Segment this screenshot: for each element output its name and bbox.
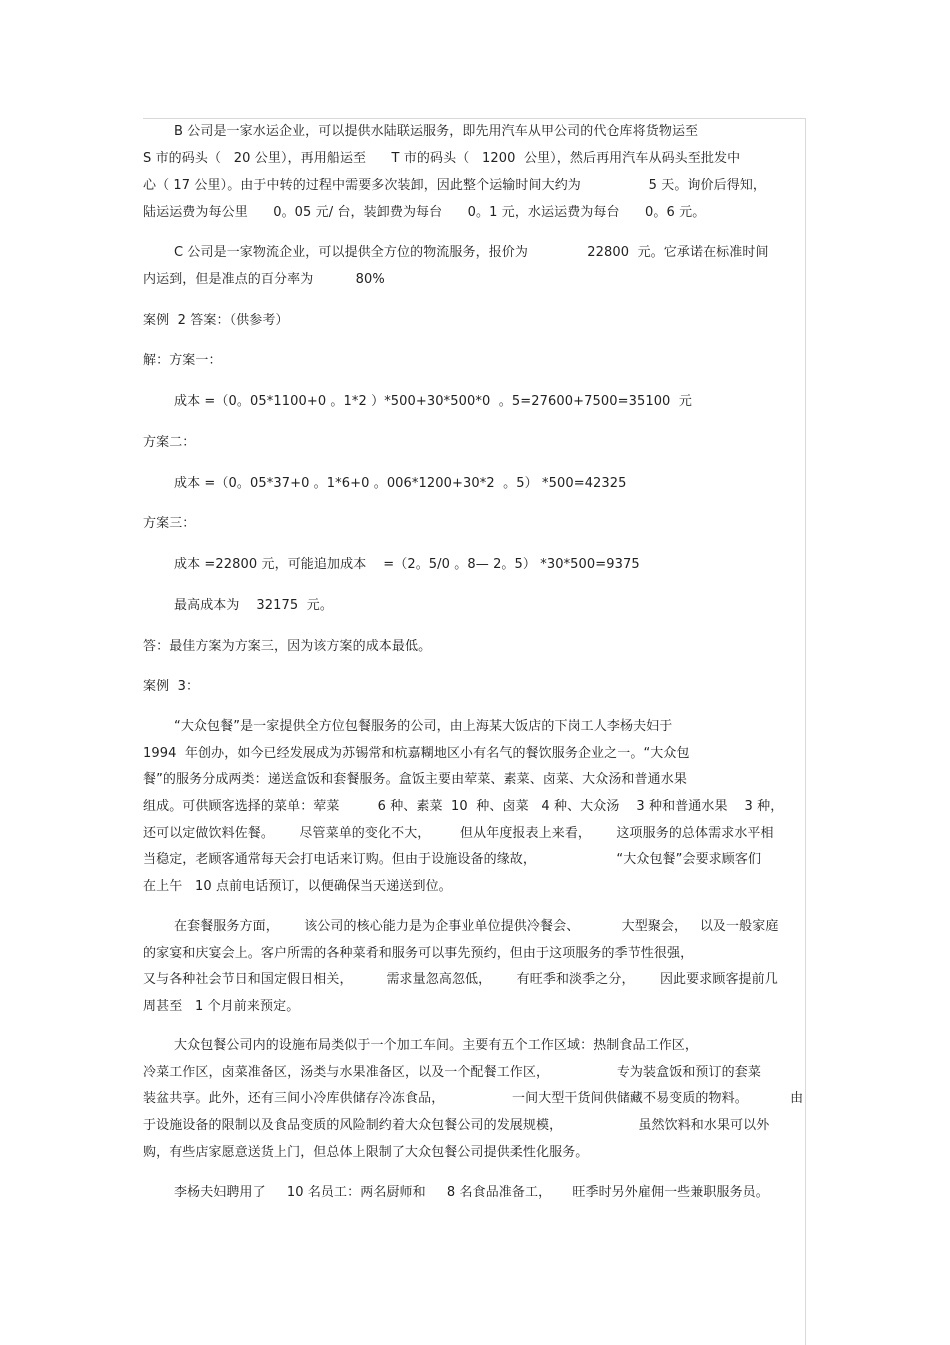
plan-3-heading: 方案三： xyxy=(143,516,196,531)
paragraph-dazhong-line-5: 还可以定做饮料佐餐。 尽管菜单的变化不大， 但从年度报表上来看， 这项服务的总体需求水平相 xyxy=(143,826,774,841)
paragraph-dazhong-line-6: 当稳定，老顾客通常每天会打电话来订购。但由于设施设备的缘故， “大众包餐”会要求顾客们 xyxy=(143,852,762,867)
paragraph-layout-line-4: 于设施设备的限制以及食品变质的风险制约着大众包餐公司的发展规模， 虽然饮料和水果可以外 xyxy=(143,1118,770,1133)
paragraph-layout-line-1: 大众包餐公司内的设施布局类似于一个加工车间。主要有五个工作区域：热制食品工作区， xyxy=(174,1038,699,1053)
plan-2-heading: 方案二： xyxy=(143,435,196,450)
paragraph-dazhong-line-4: 组成。可供顾客选择的菜单：荤菜 6 种、素菜 10 种、卤菜 4 种、大众汤 3 种和普通水果 3 种， xyxy=(143,799,784,814)
plan-1-cost: 成本 =（0。05*1100+0 。1*2 ）*500+30*500*0 。5=27600+7500=35100 元 xyxy=(174,394,692,409)
plan-2-cost: 成本 =（0。05*37+0 。1*6+0 。006*1200+30*2 。5） *500=42325 xyxy=(174,476,627,491)
paragraph-layout-line-2: 冷菜工作区，卤菜准备区，汤类与水果准备区，以及一个配餐工作区， 专为装盒饭和预订的套菜 xyxy=(143,1065,761,1080)
paragraph-layout-line-3: 装盆共享。此外，还有三间小冷库供储存冷冻食品， 一间大型干货间供储藏不易变质的物料。 由 xyxy=(143,1091,804,1106)
paragraph-dazhong-line-2: 1994 年创办，如今已经发展成为苏锡常和杭嘉糊地区小有名气的餐饮服务企业之一。“大众包 xyxy=(143,746,690,761)
paragraph-company-c-line-1: C 公司是一家物流企业，可以提供全方位的物流服务，报价为 22800 元。它承诺在标准时间 xyxy=(174,245,769,260)
case-2-answer-heading: 案例 2 答案：（供参考） xyxy=(143,313,289,328)
paragraph-company-b-line-4: 陆运运费为每公里 0。05 元/ 台，装卸费为每台 0。1 元，水运运费为每台 0。6 元。 xyxy=(143,205,706,220)
paragraph-banquet-line-3: 又与各种社会节日和国定假日相关， 需求量忽高忽低， 有旺季和淡季之分， 因此要求顾客提前几 xyxy=(143,972,778,987)
paragraph-banquet-line-1: 在套餐服务方面， 该公司的核心能力是为企事业单位提供冷餐会、 大型聚会， 以及一般家庭 xyxy=(174,919,779,934)
paragraph-company-b-line-2: S 市的码头（ 20 公里），再用船运至 T 市的码头（ 1200 公里），然后再用汽车从码头至批发中 xyxy=(143,151,741,166)
case-3-heading: 案例 3： xyxy=(143,679,200,694)
max-cost: 最高成本为 32175 元。 xyxy=(174,598,333,613)
paragraph-dazhong-line-3: 餐”的服务分成两类：递送盒饭和套餐服务。盒饭主要由荤菜、素菜、卤菜、大众汤和普通水果 xyxy=(143,772,687,787)
paragraph-banquet-line-2: 的家宴和庆宴会上。客户所需的各种菜肴和服务可以事先预约，但由于这项服务的季节性很强， xyxy=(143,946,694,961)
paragraph-staff-line-1: 李杨夫妇聘用了 10 名员工：两名厨师和 8 名食品准备工， 旺季时另外雇佣一些兼职服务员。 xyxy=(174,1185,769,1200)
paragraph-layout-line-5: 购，有些店家愿意送货上门，但总体上限制了大众包餐公司提供柔性化服务。 xyxy=(143,1145,589,1160)
paragraph-banquet-line-4: 周甚至 1 个月前来预定。 xyxy=(143,999,300,1014)
solution-plan-1-heading: 解：方案一： xyxy=(143,353,222,368)
paragraph-dazhong-line-1: “大众包餐”是一家提供全方位包餐服务的公司，由上海某大饭店的下岗工人李杨夫妇于 xyxy=(174,719,673,734)
paragraph-dazhong-line-7: 在上午 10 点前电话预订，以便确保当天递送到位。 xyxy=(143,879,452,894)
plan-3-cost: 成本 =22800 元，可能追加成本 =（2。5/0 。8— 2。5） *30*500=9375 xyxy=(174,557,640,572)
answer-conclusion: 答：最佳方案为方案三，因为该方案的成本最低。 xyxy=(143,639,432,654)
paragraph-company-c-line-2: 内运到，但是准点的百分率为 80% xyxy=(143,272,385,287)
paragraph-company-b-line-1: B 公司是一家水运企业，可以提供水陆联运服务，即先用汽车从甲公司的代仓库将货物运至 xyxy=(174,124,699,139)
paragraph-company-b-line-3: 心（ 17 公里）。由于中转的过程中需要多次装卸，因此整个运输时间大约为 5 天。询价后得知， xyxy=(143,178,767,193)
